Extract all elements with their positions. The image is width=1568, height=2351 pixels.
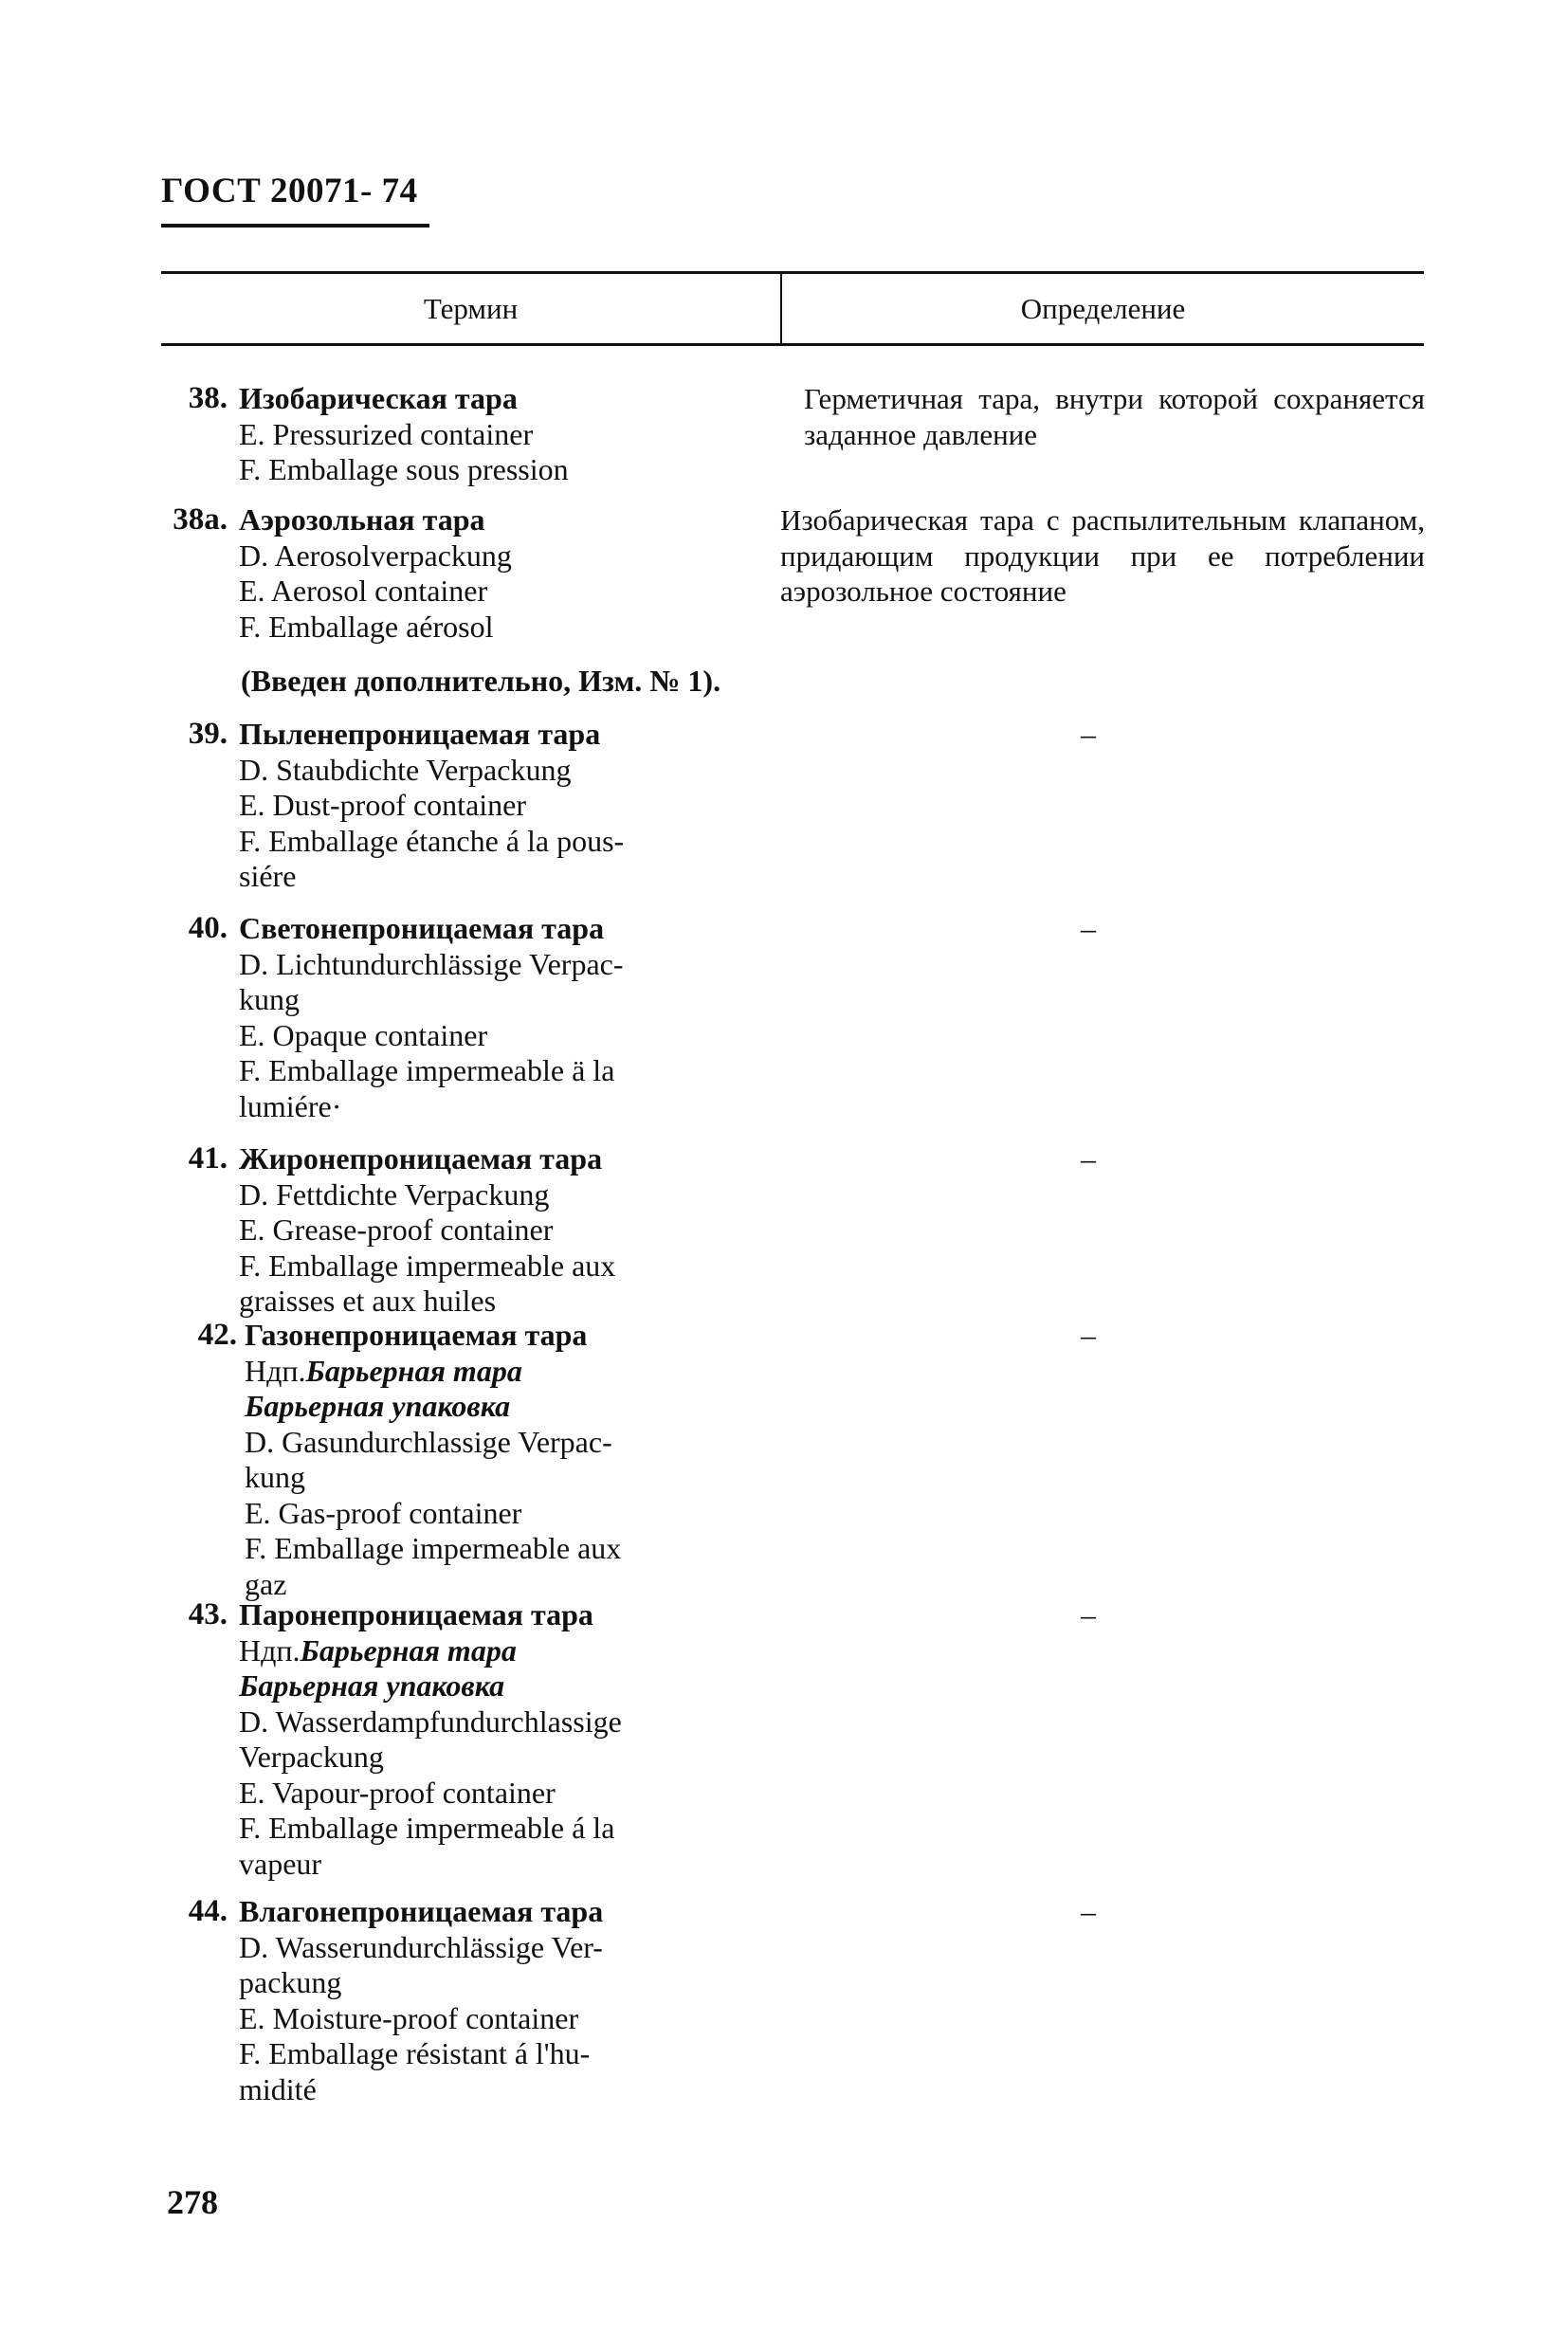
term-number: 39.	[188, 717, 228, 751]
term-translation: vapeur	[239, 1846, 322, 1881]
term-block	[239, 1894, 694, 2107]
deprecated-term-text: Барьерная упаковка	[239, 1668, 505, 1703]
term-translation: E. Dust-proof container	[239, 788, 527, 822]
doc-code-underline	[161, 224, 429, 228]
definition-dash: –	[1081, 1894, 1096, 1928]
table-top-rule	[161, 271, 1424, 274]
term-translation: packung	[239, 1965, 342, 1999]
term-translation: lumiére·	[239, 1088, 342, 1123]
deprecated-term-text: Барьерная тара	[300, 1632, 517, 1668]
term-translation: E. Moisture-proof container	[239, 2000, 579, 2035]
deprecated-label: Ндп.	[239, 1632, 301, 1668]
term-number: 40.	[188, 911, 228, 945]
term-translation: F. Emballage impermeable aux	[239, 1248, 616, 1283]
column-header-definition: Определение	[1020, 292, 1186, 325]
term-block	[239, 911, 694, 1124]
term-translation: D. Lichtundurchlässige Verpac-	[239, 946, 624, 981]
deprecated-term	[239, 1633, 694, 1669]
amendment-note: (Введен дополнительно, Изм. № 1).	[241, 664, 721, 698]
term-number: 44.	[188, 1894, 228, 1928]
term-definition: Изобарическая тара с распылительным клапаном, придающим продукции при ее потреблении аэрозольное состояние	[780, 503, 1425, 608]
term-number: 38.	[188, 381, 228, 415]
definition-dash: –	[1081, 717, 1096, 751]
term-definition: Герметичная тара, внутри которой сохраняется заданное давление	[804, 382, 1425, 451]
doc-code: ГОСТ 20071- 74	[161, 172, 418, 210]
term-translation: D. Staubdichte Verpackung	[239, 752, 572, 787]
term-russian: Аэрозольная тара	[239, 502, 485, 537]
term-russian: Паронепроницаемая тара	[239, 1597, 593, 1631]
table-header-rule	[161, 343, 1424, 346]
term-russian: Газонепроницаемая тара	[245, 1318, 588, 1352]
term-translation: F. Emballage résistant á l'hu-	[239, 2036, 591, 2070]
term-number: 43.	[188, 1597, 228, 1631]
term-russian: Светонепроницаемая тара	[239, 911, 605, 945]
term-russian: Изобарическая тара	[239, 381, 518, 415]
deprecated-label: Ндп.	[245, 1353, 306, 1388]
term-translation: D. Aerosolverpackung	[239, 538, 512, 573]
deprecated-term	[245, 1354, 700, 1390]
term-translation: E. Vapour-proof container	[239, 1775, 556, 1810]
term-translation: F. Emballage impermeable ä la	[239, 1053, 615, 1087]
term-translation: D. Wasserdampfundurchlassige	[239, 1704, 622, 1739]
term-translation: F. Emballage impermeable aux	[245, 1531, 622, 1565]
definition-dash: –	[1081, 1318, 1096, 1352]
term-block	[239, 717, 694, 895]
term-translation: midité	[239, 2071, 317, 2106]
term-translation: F. Emballage impermeable á la	[239, 1811, 615, 1845]
term-block	[239, 1141, 694, 1320]
page-number: 278	[167, 2183, 218, 2221]
term-block	[245, 1318, 700, 1602]
term-translation: kung	[245, 1460, 305, 1494]
term-block	[239, 1597, 694, 1882]
term-translation: E. Gas-proof container	[245, 1495, 522, 1530]
term-translation: E. Grease-proof container	[239, 1212, 554, 1247]
term-translation: E. Pressurized container	[239, 416, 534, 451]
term-translation: D. Fettdichte Verpackung	[239, 1176, 550, 1212]
term-translation: D. Wasserundurchlässige Ver-	[239, 1929, 603, 1964]
term-number: 41.	[188, 1141, 228, 1176]
term-translation: F. Emballage sous pression	[239, 452, 569, 486]
definition-dash: –	[1081, 1141, 1096, 1176]
term-translation: graisses et aux huiles	[239, 1284, 497, 1318]
term-russian: Пыленепроницаемая тара	[239, 717, 601, 751]
term-number: 42.	[197, 1318, 237, 1352]
term-translation: E. Opaque container	[239, 1017, 488, 1052]
term-russian: Жиронепроницаемая тара	[239, 1141, 603, 1176]
term-translation: F. Emballage aérosol	[239, 609, 494, 644]
term-translation: F. Emballage étanche á la pous-	[239, 823, 625, 858]
term-block	[239, 381, 694, 488]
term-block	[239, 502, 694, 645]
term-translation: kung	[239, 982, 300, 1016]
definition-dash: –	[1081, 911, 1096, 945]
deprecated-term-text: Барьерная упаковка	[245, 1389, 511, 1423]
term-translation: D. Gasundurchlassige Verpac-	[245, 1424, 612, 1459]
definition-dash: –	[1081, 1597, 1096, 1631]
deprecated-term-text: Барьерная тара	[305, 1353, 522, 1388]
term-translation: Verpackung	[239, 1740, 384, 1774]
term-russian: Влагонепроницаемая тара	[239, 1894, 604, 1928]
column-header-term: Термин	[423, 292, 519, 325]
term-translation: siére	[239, 859, 297, 893]
term-number: 38а.	[173, 502, 228, 537]
term-translation: gaz	[245, 1566, 287, 1601]
term-translation: E. Aerosol container	[239, 574, 488, 608]
